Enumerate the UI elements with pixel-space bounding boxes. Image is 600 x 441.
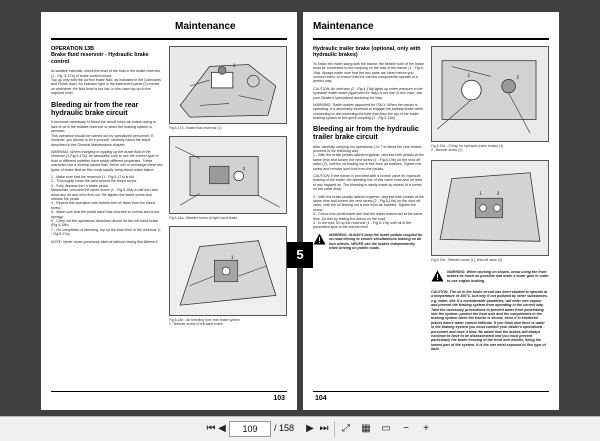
svg-text:1: 1 <box>467 73 471 79</box>
page-header <box>313 18 549 40</box>
svg-text:1: 1 <box>230 255 234 261</box>
zoom-out-icon[interactable]: − <box>403 423 409 434</box>
svg-text:2: 2 <box>496 191 500 197</box>
total-pages-label: / 158 <box>274 423 295 433</box>
current-page-input[interactable]: 109 <box>229 421 271 437</box>
page-header-title: Maintenance <box>313 21 374 32</box>
prev-page-icon[interactable]: ◀ <box>218 423 226 434</box>
page-103 <box>41 12 297 410</box>
section-tab: 5 <box>287 242 313 268</box>
next-page-icon[interactable]: ▶ <box>306 423 314 434</box>
figure-lh-bleeder <box>169 226 287 316</box>
brake-reservoir-illustration <box>170 47 286 123</box>
fit-page-icon[interactable]: ⤢ <box>342 423 350 434</box>
single-page-icon[interactable]: ▭ <box>381 423 391 434</box>
left-column <box>51 46 163 244</box>
warning-slopes: WARNING: When working on slopes, avoid using the front brakes as much as possible and make a lower gear in order to use engine braking. <box>447 270 549 283</box>
bleed-steps: 1 - Make sure that the reservoir (1 - Fig.5-17a) is full. 2 - Thoroughly clean the area around the bleed screw. 3 - Fully depress the rh brake pedal. Meanwhile, unscrew the bleed screw (1 - Fig.5-18a) a half-turn and allow any air and oil to flow out. Re-tighten the bleed screw and release the pedal. 4 - Repeat this operation until bubble-free oil flows from the bleed screw. 5 - Make sure that the pedal travel has returned to normal and is not spongy. 6 - Carry out the operations described above for the left-hand brake (Fig.5-18b). 7 - On completion of bleeding, top up the fluid level in the reservoir (1 - Fig.5-17a). <box>51 174 161 237</box>
intro-paragraph: At suitable intervals, check the level of the fluid in the brake reservoir (1 - Fig. 5-17a) of brake control circuit. Top up only with the correct brake fluid, as indicated in the Lubricants and Fluids chart. An indicator light in the instrument panel (2) comes on whenever the fluid level is too low. In this case top up to the required level. <box>51 69 161 96</box>
trailer-tap-illustration <box>432 47 548 141</box>
zoom-in-icon[interactable]: + <box>423 423 429 434</box>
trailer-brake-title: Hydraulic trailer brake (optional, only with hydraulic brakes) <box>313 46 421 59</box>
right-column <box>313 46 425 250</box>
viewer-toolbar <box>0 416 600 441</box>
bleed-section-title: Bleeding air from the rear hydraulic brake circuit <box>51 99 139 118</box>
trailer-bleed-steps: 2 - With the brake pedals latched together, depress both pedals at the same time and loosen the vent screw (2 - Fig.5-19a) on the shut-off valve, until the oil flowing out is free from air bubbles. Tighten the screw. 3 - Check free pedal travel and that the trailer brakes act at the same time. Do this by testing the action on the road. 4 - In the end, fill up the reservoir (1 - Fig.5-17a) with oil of the prescribed type to the correct level. <box>313 194 424 230</box>
svg-text:1: 1 <box>242 167 246 173</box>
trailer-bleed-paragraph: After carefully carrying out operations 1 to 7 to bleed the rear brakes, proceed in the following way: 1 - With the brake pedals latched together, depress both pedals at the same time and loosen the vent screw (1 - Fig.5-19b) on the shut-off valve (2), until the oil flowing out is free from air bubbles. Tighten the screw and remove your foot from the pedals. <box>313 144 424 171</box>
figure-shutoff-valve <box>431 160 549 256</box>
page-number: 103 <box>273 395 285 402</box>
warning-triangle-icon <box>431 270 444 282</box>
warning-slopes-block <box>431 270 549 283</box>
trailer-brake-paragraph: To brake the trailer along with the tractor, the flexible tube of the brake must be connected to the coupling on the rear of the tractor (1 - Fig.5-19a). Always make sure that the two parts are clean before you connect them, to ensure that the various components operate in a perfect way. <box>313 61 425 84</box>
warning-triangle-icon <box>313 233 326 245</box>
svg-text:1: 1 <box>232 63 236 69</box>
warning-trailer-italy: WARNING: Trailer brakes approved for ITALY. When the tractor is operating, it is absolutely essential to engage the parking brake when connecting or disconnecting the tube that links the tap of the trailer braking system to the quick coupling (1 - Fig.5-19a) <box>313 103 424 121</box>
operation-title: OPERATION 13B Brake fluid reservoir - Hydraulic brake control <box>51 46 149 65</box>
svg-text:1: 1 <box>479 191 482 197</box>
lh-bleeder-illustration <box>170 227 286 315</box>
page-footer-line <box>51 391 287 392</box>
figure-brake-reservoir <box>169 46 287 124</box>
brake-fluid-warning: WARNING: When changing or topping up the brake fluid in the reservoir (1-Fig.5-17a), be absolutely sure to use the correct type of fluid or different varieties have totally different properties. These machines use a mineral-based fluid. Never mix or exchange these two types of brake fluid as this could rapidly bring about brake failure <box>51 149 163 172</box>
rh-bleeder-illustration <box>170 137 286 213</box>
last-page-button[interactable]: ⏭ <box>319 423 329 434</box>
first-page-button[interactable]: ⏮ <box>206 423 216 434</box>
page-104 <box>303 12 559 410</box>
caption-fig-5-18a: Fig.5-18a - Bleeder screw of right-hand brake <box>169 216 238 220</box>
svg-text:2: 2 <box>516 75 520 81</box>
trailer-bleed-title: Bleeding air from the hydraulic trailer brake circuit <box>313 123 419 142</box>
figure-trailer-tap <box>431 46 549 142</box>
page-header-title: Maintenance <box>175 21 236 32</box>
caution-control-valve: CAUTION: If the tractor is provided with a control valve for hydraulic braking of the trailer, the bleeding line of this valve must also be bled of any trapped air. The bleeding is easily made by means of a screw on the valve body. <box>313 173 422 192</box>
grid-view-icon[interactable]: ▦ <box>361 423 371 434</box>
page-number: 104 <box>315 395 327 402</box>
caution-indicator: CAUTION: An indicator (2 - Fig.4-19a) lights up when pressure in the hydraulic trailer brake (approved for Italy) is too low. In this case, ask your Dealer's specialized workshop for help. <box>313 86 423 100</box>
caption-fig-5-19a: Fig.5-19a - Oil tap for hydraulic trailer brakes (1) 2 - Bleeder screw (2) <box>431 144 504 153</box>
toolbar-divider <box>334 421 335 437</box>
caution-oil-temperature: CAUTION: The oil in the brake circuit has been studied to operate at a temperature of 100°C, but only if not polluted by other substances, e.g. water, dirt. If a considerable quantities, will enter into vapour and prevent the braking system from operating in the correct way. Take the necessary precautions to prevent water from penetrating into the system: protect the front axle and the components in the braking system when the tractor is stored; store it in sheltered places where water cannot infiltrate. If you think that there is water in the braking system you must contact your dealer's specialized personnel and have it bled. Be aware that the brakes will always continue to have to be disassembled and you must prevent particularly the brake freezing of the front axle wheels, being the lowest part of the system, it is the one most exposed to this type of fault. <box>431 290 548 352</box>
page-footer-line <box>313 391 549 392</box>
shutoff-valve-illustration <box>432 161 548 255</box>
caption-fig-5-19b: Fig.5-19b - Bleeder screw (1), shut-off valve (2). <box>431 258 503 262</box>
page-header <box>51 18 287 40</box>
caption-fig-5-17a: Fig.5-17a - Brake fluid reservoir (1) <box>169 126 222 130</box>
caption-fig-5-18b: Fig.5-18b - Air bleeding from rear brake system 1 - Bleeder screw of left-hand brake <box>169 318 240 327</box>
reuse-note: NOTE: Never reuse previously bled oil without having first filtered it. <box>51 239 159 244</box>
bleed-intro-paragraph: It becomes necessary to bleed the circuit when air enters owing to lack of oil in the relative reservoir or when the braking system is serviced. This operation should be carried out by specialized personnel. If, however, you decide to do it yourself, carefully follow the steps described in the General Maintenance chapter. <box>51 120 157 147</box>
figure-rh-bleeder <box>169 136 287 214</box>
warning-pedals-block <box>313 233 425 251</box>
warning-pedals: WARNING: ALWAYS keep the brake pedals coupled for on-road driving to ensure simultaneous braking on all four wheels. NEVER use the brakes independently when driving on public roads. <box>329 232 423 251</box>
